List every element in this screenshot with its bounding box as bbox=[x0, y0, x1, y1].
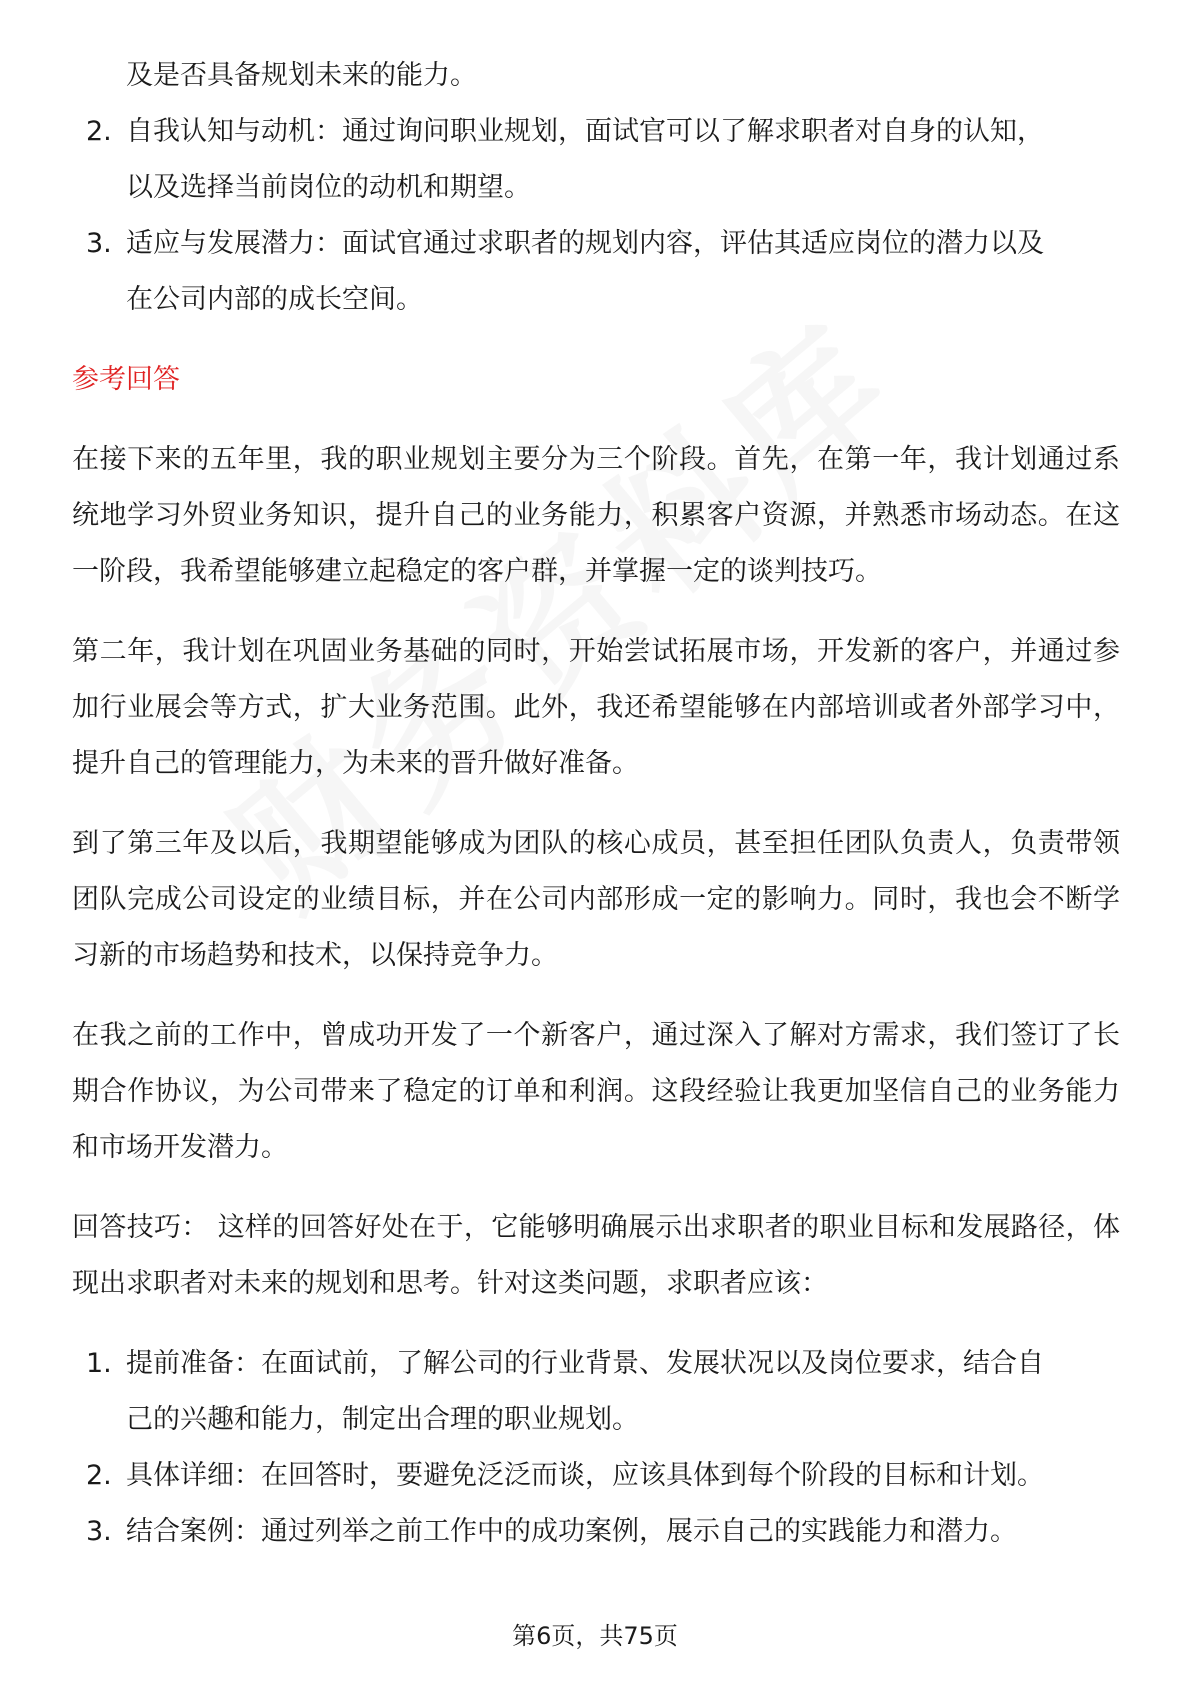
list-item bbox=[72, 1336, 1120, 1448]
list-item-text-cont: 以及选择当前岗位的动机和期望。 bbox=[126, 172, 531, 203]
list-item bbox=[72, 1448, 1120, 1504]
section-heading: 参考回答 bbox=[72, 364, 180, 395]
list-item-text-cont: 在公司内部的成长空间。 bbox=[126, 284, 423, 315]
list-number: 3. bbox=[86, 228, 112, 259]
list-item-text: 具体详细：在回答时，要避免泛泛而谈，应该具体到每个阶段的目标和计划。 bbox=[126, 1460, 1044, 1491]
list-number: 1. bbox=[86, 1348, 112, 1379]
list-number: 2. bbox=[86, 116, 112, 147]
list-number: 2. bbox=[86, 1460, 112, 1491]
list-item-text: 适应与发展潜力：面试官通过求职者的规划内容，评估其适应岗位的潜力以及 bbox=[126, 228, 1044, 259]
paragraph: 回答技巧： 这样的回答好处在于，它能够明确展示出求职者的职业目标和发展路径，体现出求职者对未来的规划和思考。针对这类问题，求职者应该： bbox=[72, 1212, 1120, 1299]
list-item-text: 结合案例：通过列举之前工作中的成功案例，展示自己的实践能力和潜力。 bbox=[126, 1516, 1017, 1547]
paragraph: 到了第三年及以后，我期望能够成为团队的核心成员，甚至担任团队负责人，负责带领团队完成公司设定的业绩目标，并在公司内部形成一定的影响力。同时，我也会不断学习新的市场趋势和技术，以保持竞争力。 bbox=[72, 828, 1120, 971]
list-item-text: 提前准备：在面试前，了解公司的行业背景、发展状况以及岗位要求，结合自 bbox=[126, 1348, 1044, 1379]
paragraph: 在接下来的五年里，我的职业规划主要分为三个阶段。首先，在第一年，我计划通过系统地学习外贸业务知识，提升自己的业务能力，积累客户资源，并熟悉市场动态。在这一阶段，我希望能够建立起稳定的客户群，并掌握一定的谈判技巧。 bbox=[72, 444, 1120, 587]
document-page bbox=[72, 48, 1120, 1560]
list-item-text: 自我认知与动机：通过询问职业规划，面试官可以了解求职者对自身的认知， bbox=[126, 116, 1044, 147]
list-item bbox=[72, 216, 1120, 328]
list-number: 3. bbox=[86, 1516, 112, 1547]
page-footer: 第6页，共75页 bbox=[512, 1622, 678, 1650]
bottom-numbered-list bbox=[72, 1336, 1120, 1560]
list-item bbox=[72, 104, 1120, 216]
list-item-text-cont: 己的兴趣和能力，制定出合理的职业规划。 bbox=[126, 1404, 639, 1435]
list-item bbox=[72, 1504, 1120, 1560]
top-numbered-list bbox=[72, 104, 1120, 328]
paragraph: 第二年，我计划在巩固业务基础的同时，开始尝试拓展市场，开发新的客户，并通过参加行业展会等方式，扩大业务范围。此外，我还希望能够在内部培训或者外部学习中，提升自己的管理能力，为未来的晋升做好准备。 bbox=[72, 636, 1120, 779]
list-item-continuation: 及是否具备规划未来的能力。 bbox=[126, 60, 477, 91]
paragraph: 在我之前的工作中，曾成功开发了一个新客户，通过深入了解对方需求，我们签订了长期合作协议，为公司带来了稳定的订单和利润。这段经验让我更加坚信自己的业务能力和市场开发潜力。 bbox=[72, 1020, 1120, 1163]
